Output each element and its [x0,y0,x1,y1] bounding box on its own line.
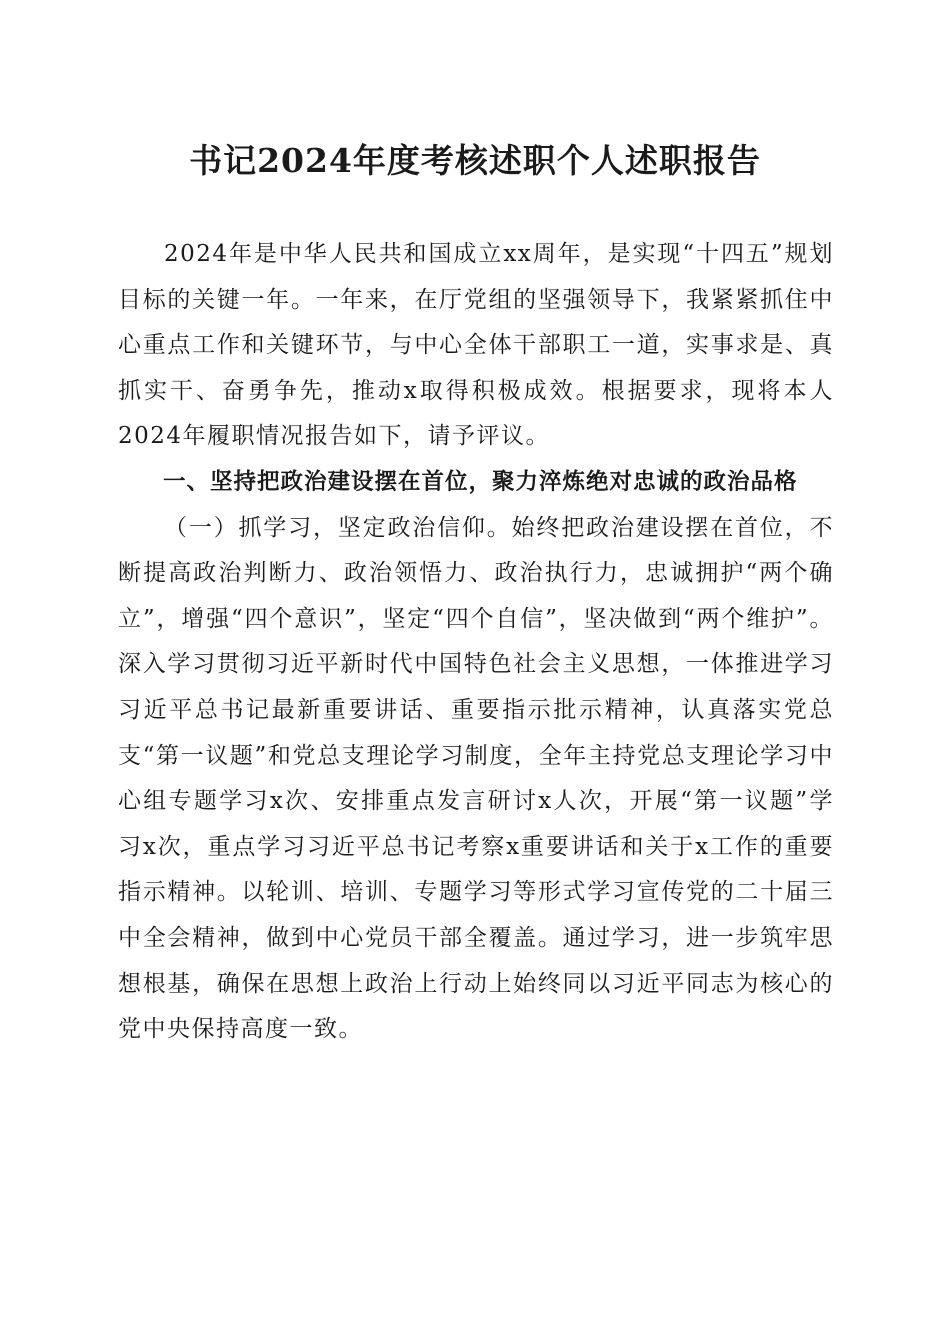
document-body [118,232,834,1053]
section-heading: 一、坚持把政治建设摆在首位，聚力淬炼绝对忠诚的政治品格 [163,468,798,495]
intro-paragraph: 2024年是中华人民共和国成立xx周年，是实现“十四五”规划目标的关键一年。一年来，在厅党组的坚强领导下，我紧紧抓住中心重点工作和关键环节，与中心全体干部职工一道，实事求是、真抓实干、奋勇争先，推动x取得积极成效。根据要求，现将本人2024年履职情况报告如下，请予评议。 [118,241,834,450]
subsection-paragraph: （一）抓学习，坚定政治信仰。始终把政治建设摆在首位，不断提高政治判断力、政治领悟力、政治执行力，忠诚拥护“两个确立”，增强“四个意识”，坚定“四个自信”，坚决做到“两个维护”。深入学习贯彻习近平新时代中国特色社会主义思想，一体推进学习习近平总书记最新重要讲话、重要指示批示精神，认真落实党总支“第一议题”和党总支理论学习制度，全年主持党总支理论学习中心组专题学习x次、安排重点发言研讨x人次，开展“第一议题”学习x次，重点学习习近平总书记考察x重要讲话和关于x工作的重要指示精神。以轮训、培训、专题学习等形式学习宣传党的二十届三中全会精神，做到中心党员干部全覆盖。通过学习，进一步筑牢思想根基，确保在思想上政治上行动上始终同以习近平同志为核心的党中央保持高度一致。 [118,514,834,1043]
document-title: 书记2024年度考核述职个人述职报告 [189,141,761,180]
